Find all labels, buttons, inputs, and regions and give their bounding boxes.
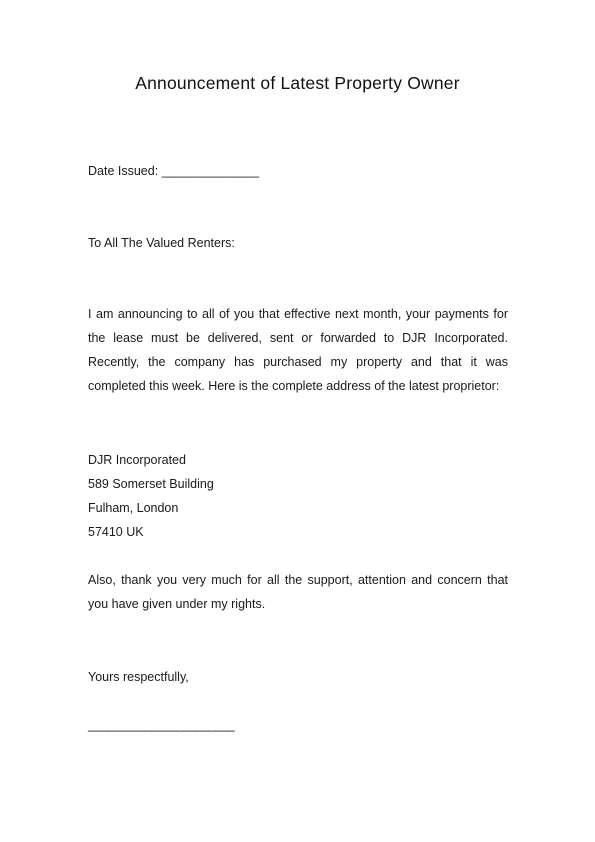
address-line-company: DJR Incorporated	[88, 453, 186, 467]
salutation: To All The Valued Renters:	[88, 236, 235, 250]
address-line-city: Fulham, London	[88, 501, 179, 515]
date-issued-line: Date Issued: ______________	[88, 164, 259, 178]
address-line-postcode: 57410 UK	[88, 525, 144, 539]
address-line-building: 589 Somerset Building	[88, 477, 214, 491]
document-title: Announcement of Latest Property Owner	[135, 73, 460, 93]
signature-line: _______________________	[88, 718, 235, 732]
address-block	[88, 448, 508, 544]
closing-line: Yours respectfully,	[88, 670, 189, 684]
announcement-paragraph: I am announcing to all of you that effective next month, your payments for the lease must be delivered, sent or forwarded to DJR Incorporated. Recently, the company has purchased my property and that it was completed this week. Here is the complete address of the latest proprietor:	[88, 307, 508, 393]
thanks-paragraph: Also, thank you very much for all the support, attention and concern that you have given under my rights.	[88, 573, 508, 611]
